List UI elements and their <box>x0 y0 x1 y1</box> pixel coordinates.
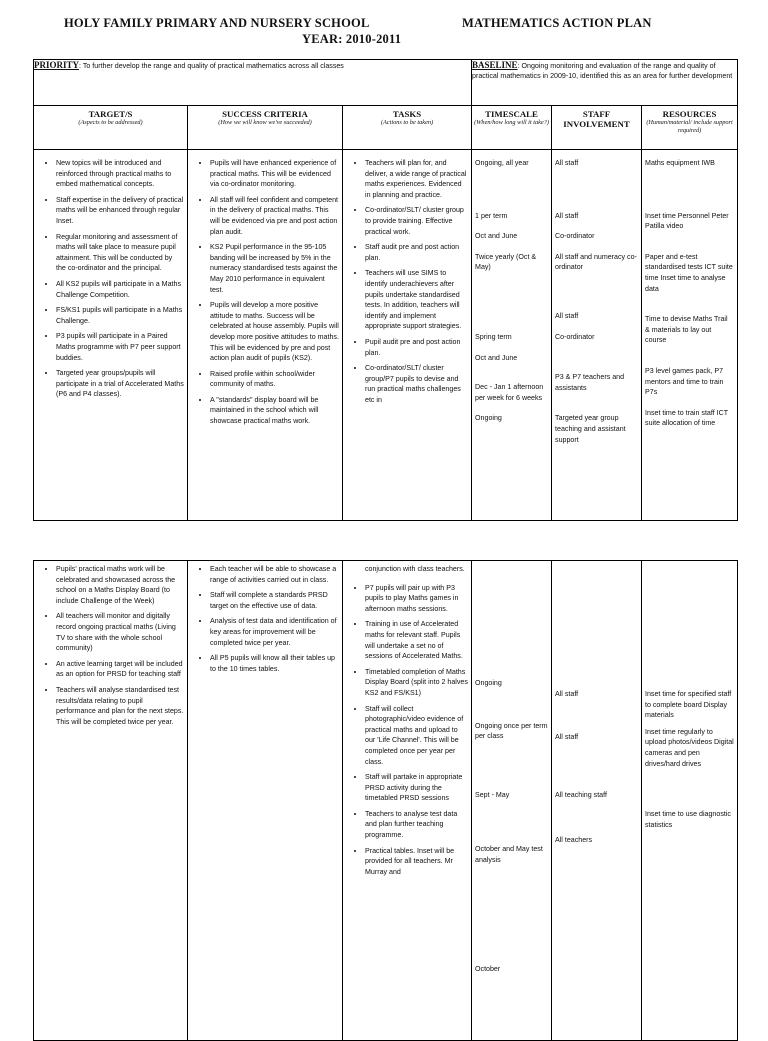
staff-entry: All staff <box>555 211 579 220</box>
staff-entry: All teaching staff <box>555 791 607 800</box>
success-criteria-item: • Pupils will develop a more positive attitude to maths. Success will be celebrated at house assembly. Pupils will develop more positive attitudes to maths. This will be evidenced by pre and post action plan audit of pupils (KS2). <box>210 300 339 364</box>
column-header-tasks: TASKS (Actions to be taken) <box>343 106 472 150</box>
staff-entry: All teachers <box>555 835 593 844</box>
task-item: • Co-ordinator/SLT/ cluster group to provide training. Effective practical work. <box>365 205 468 237</box>
resource-entry: Inset time for specified staff to complete board Display materials <box>645 690 732 720</box>
column-header-timescale: TIMESCALE (When/how long will it take?) <box>472 106 552 150</box>
timescale-entries <box>472 150 551 520</box>
priority-cell <box>34 60 472 106</box>
staff-entry: P3 & P7 teachers and assistants <box>555 373 625 392</box>
target-item: • Pupils' practical maths work will be celebrated and showcased across the school on a Maths Display Board (to include Challenge of the Week) <box>56 564 184 606</box>
action-plan-table-1 <box>33 59 738 521</box>
resource-entry: Inset time regularly to upload photos/videos Digital cameras and pen drives/hard drives <box>645 727 734 768</box>
table-2-content-row <box>34 561 738 1041</box>
timescale-entries-2 <box>472 561 551 1038</box>
task-item: • Practical tables. Inset will be provided for all teachers. Mr Murray and <box>365 846 468 878</box>
targets-list <box>37 158 184 400</box>
target-item: • Targeted year groups/pupils will participate in a trial of Accelerated Maths (P6 and P4 classes). <box>56 368 184 400</box>
task-item: • Teachers will use SIMS to identify underachievers after pupils undertake standardised tests. In addition, teachers will identify and implement appropriate support strategies. <box>365 268 468 332</box>
task-item: • Staff will partake in appropriate PRSD activity during the timetabled PRSD sessions <box>365 772 468 804</box>
resource-entry: P3 level games pack, P7 mentors and time to train P7s <box>645 366 724 397</box>
success-criteria-item: • Analysis of test data and identification of key areas for improvement will be completed twice per year. <box>210 616 339 648</box>
timescale-entry: Dec - Jan 1 afternoon per week for 6 weeks <box>475 383 544 402</box>
resource-entry: Inset time to use diagnostic statistics <box>645 810 731 829</box>
task-item: • Pupil audit pre and post action plan. <box>365 337 468 358</box>
staff-entry: All staff <box>555 732 579 741</box>
success-criteria-item: • Each teacher will be able to showcase a range of activities carried out in class. <box>210 564 339 585</box>
timescale-entry: October <box>475 964 501 973</box>
plan-year: YEAR: 2010-2011 <box>302 32 402 46</box>
resource-entry: Inset time to train staff ICT suite allocation of time <box>645 408 728 428</box>
priority-label: PRIORITY <box>34 60 80 70</box>
target-item: • Regular monitoring and assessment of maths will take place to measure pupil attainment. This will be conducted by the co-ordinator and the principal. <box>56 232 184 274</box>
table-1-content-row <box>34 150 738 521</box>
staff-entries-2 <box>552 561 641 1038</box>
timescale-entry: Sept - May <box>475 790 510 799</box>
staff-entry: Co-ordinator <box>555 332 595 341</box>
success-criteria-item: • Staff will complete a standards PRSD target on the effective use of data. <box>210 590 339 611</box>
target-item: • New topics will be introduced and reinforced through practical maths to embed mathematical concepts. <box>56 158 184 190</box>
timescale-entry: Oct and June <box>475 232 518 241</box>
task-item: • Staff audit pre and post action plan. <box>365 242 468 263</box>
success-criteria-list-2 <box>191 564 339 674</box>
timescale-entry: 1 per term <box>475 211 508 220</box>
resource-entry: Inset time Personnel Peter Patilla video <box>645 211 729 231</box>
task-item: • Teachers will plan for, and deliver, a wide range of practical maths experiences. Evidenced in planning and practice. <box>365 158 468 200</box>
task-item: • Teachers to analyse test data and plan further teaching programme. <box>365 809 468 841</box>
resource-entry: Time to devise Maths Trail & materials to lay out course <box>645 315 728 345</box>
target-item: • All teachers will monitor and digitally record ongoing practical maths (Living TV to share with the whole school community) <box>56 611 184 653</box>
targets-list-2 <box>37 564 184 727</box>
baseline-cell <box>472 60 738 106</box>
success-criteria-item: • A "standards" display board will be maintained in the school which will showcase practical maths work. <box>210 395 339 427</box>
success-criteria-item: • Pupils will have enhanced experience of practical maths. This will be evidenced via co-ordinator monitoring. <box>210 158 339 190</box>
task-continuation: conjunction with class teachers. <box>365 565 465 573</box>
target-item: • FS/KS1 pupils will participate in a Maths Challenge. <box>56 305 184 326</box>
school-name: HOLY FAMILY PRIMARY AND NURSERY SCHOOL <box>64 16 370 30</box>
tasks-list-2 <box>346 583 468 878</box>
timescale-entry: Ongoing <box>475 414 502 423</box>
success-criteria-item: • KS2 Pupil performance in the 95-105 banding will be increased by 5% in the numeracy standardised tests against the May 2010 performance in equivalent test. <box>210 242 339 295</box>
staff-entries <box>552 150 641 520</box>
plan-title: MATHEMATICS ACTION PLAN <box>462 16 652 30</box>
resource-entry: Maths equipment IWB <box>645 159 715 167</box>
task-item: • P7 pupils will pair up with P3 pupils to play Maths games in afternoon maths sessions. <box>365 583 468 615</box>
staff-entry: All staff <box>555 690 579 698</box>
task-item: • Timetabled completion of Maths Display Board (split into 2 halves KS2 and FS/KS1) <box>365 667 468 699</box>
success-criteria-item: • All P5 pupils will know all their tables up to the 10 times tables. <box>210 653 339 674</box>
timescale-entry: Spring term <box>475 332 512 341</box>
staff-entry: All staff <box>555 311 579 320</box>
task-item: • Training in use of Accelerated maths for relevant staff. Pupils will undertake a set no of sessions of Accelerated Maths. <box>365 619 468 661</box>
timescale-entry: Twice yearly (Oct & May) <box>475 252 537 272</box>
baseline-text: : Ongoing monitoring and evaluation of the range and quality of practical mathematics in 2009-10, identified this as an area for further development <box>472 62 733 80</box>
task-item: • Co-ordinator/SLT/ cluster group/P7 pupils to devise and run practical maths challenges etc in <box>365 363 468 405</box>
success-criteria-item: • All staff will feel confident and competent in the delivery of practical maths. This will be evidenced via pre and post action plan audit. <box>210 195 339 237</box>
staff-entry: Targeted year group teaching and assistant support <box>555 414 626 444</box>
column-header-success: SUCCESS CRITERIA (How we will know we've succeeded) <box>188 106 343 150</box>
success-criteria-list <box>191 158 339 427</box>
baseline-label: BASELINE <box>472 60 518 70</box>
timescale-entry: Ongoing <box>475 679 502 687</box>
timescale-entry: October and May test analysis <box>475 845 543 864</box>
target-item: • An active learning target will be included as an option for PRSD for teaching staff <box>56 659 184 680</box>
column-header-targets: TARGET/S (Aspects to be addressed) <box>34 106 188 150</box>
timescale-entry: Ongoing, all year <box>475 159 529 167</box>
task-item: • Staff will collect photographic/video evidence of practical maths and upload to our 'Life Channel'. This will be completed once per year per class. <box>365 704 468 768</box>
staff-entry: Co-ordinator <box>555 232 595 241</box>
success-criteria-item: • Raised profile within school/wider community of maths. <box>210 369 339 390</box>
target-item: • P3 pupils will participate in a Paired Maths programme with P7 peer support buddies. <box>56 331 184 363</box>
tasks-list <box>346 158 468 405</box>
target-item: • All KS2 pupils will participate in a Maths Challenge Competition. <box>56 279 184 300</box>
column-header-resources: RESOURCES (Human/material/ include support required) <box>642 106 738 150</box>
timescale-entry: Oct and June <box>475 353 518 362</box>
column-header-staff: STAFF INVOLVEMENT <box>552 106 642 150</box>
staff-entry: All staff <box>555 159 579 167</box>
resources-entries-2 <box>642 561 737 1038</box>
resource-entry: Paper and e-test standardised tests ICT suite time Inset time to analyse data <box>645 252 733 293</box>
priority-text: : To further develop the range and quality of practical mathematics across all classes <box>79 62 344 70</box>
column-header-row <box>34 106 738 150</box>
target-item: • Teachers will analyse standardised test results/data relating to pupil performance and plan for the next steps. This will be completed twice per year. <box>56 685 184 727</box>
resources-entries <box>642 150 737 520</box>
target-item: • Staff expertise in the delivery of practical maths will be enhanced through regular Inset. <box>56 195 184 227</box>
action-plan-table-2 <box>33 560 738 1041</box>
staff-entry: All staff and numeracy co-ordinator <box>555 252 637 272</box>
timescale-entry: Ongoing once per term per class <box>475 721 548 741</box>
